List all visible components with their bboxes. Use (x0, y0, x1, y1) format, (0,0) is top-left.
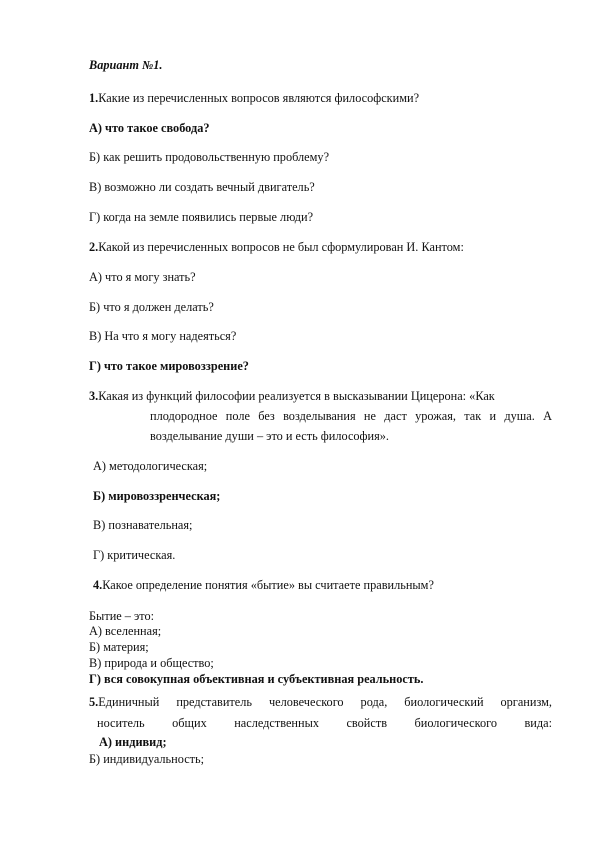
question-5-text-line1: Единичный представитель человеческого рода, биологический организм, (98, 695, 552, 709)
q5-option-a: А) индивид; (99, 735, 167, 749)
q3-option-d: Г) критическая. (93, 548, 176, 562)
q5-option-b: Б) индивидуальность; (89, 752, 205, 766)
question-3-text-line3: возделывание души – это и есть философия». (150, 429, 389, 443)
question-3-number: 3. (89, 389, 99, 403)
question-3-text-line2: плодородное поле без возделывания не даст урожая, так и душа. А (150, 409, 552, 423)
q2-option-c: В) На что я могу надеяться? (89, 329, 237, 343)
question-3-text-line1: Какая из функций философии реализуется в высказывании Цицерона: «Как (98, 389, 495, 403)
question-4 (93, 578, 434, 593)
question-1-number: 1. (89, 91, 99, 105)
question-5-number: 5. (89, 695, 99, 709)
question-4-number: 4. (93, 578, 103, 592)
question-2-number: 2. (89, 240, 99, 254)
q1-option-b: Б) как решить продовольственную проблему? (89, 150, 330, 164)
q4-option-c: В) природа и общество; (89, 656, 214, 670)
question-2 (89, 240, 464, 255)
question-4-text: Какое определение понятия «бытие» вы считаете правильным? (102, 578, 434, 592)
q4-option-a: А) вселенная; (89, 624, 162, 638)
question-1-text: Какие из перечисленных вопросов являются философскими? (98, 91, 420, 105)
q4-lead: Бытие – это: (89, 609, 155, 623)
question-5 (89, 695, 552, 710)
variant-title: Вариант №1. (89, 58, 163, 72)
q2-option-b: Б) что я должен делать? (89, 300, 214, 314)
q3-option-c: В) познавательная; (93, 518, 193, 532)
q2-option-a: А) что я могу знать? (89, 270, 196, 284)
q1-option-d: Г) когда на земле появились первые люди? (89, 210, 314, 224)
question-5-text-line2: носитель общих наследственных свойств биологического вида: (97, 716, 552, 730)
q4-option-b: Б) материя; (89, 640, 149, 654)
question-3 (89, 389, 495, 404)
q2-option-d: Г) что такое мировоззрение? (89, 359, 249, 373)
question-2-text: Какой из перечисленных вопросов не был сформулирован И. Кантом: (98, 240, 464, 254)
question-1 (89, 91, 419, 106)
q1-option-a: А) что такое свобода? (89, 121, 210, 135)
q3-option-a: А) методологическая; (93, 459, 208, 473)
q1-option-c: В) возможно ли создать вечный двигатель? (89, 180, 315, 194)
q4-option-d: Г) вся совокупная объективная и субъективная реальность. (89, 672, 424, 686)
q3-option-b: Б) мировоззренческая; (93, 489, 221, 503)
